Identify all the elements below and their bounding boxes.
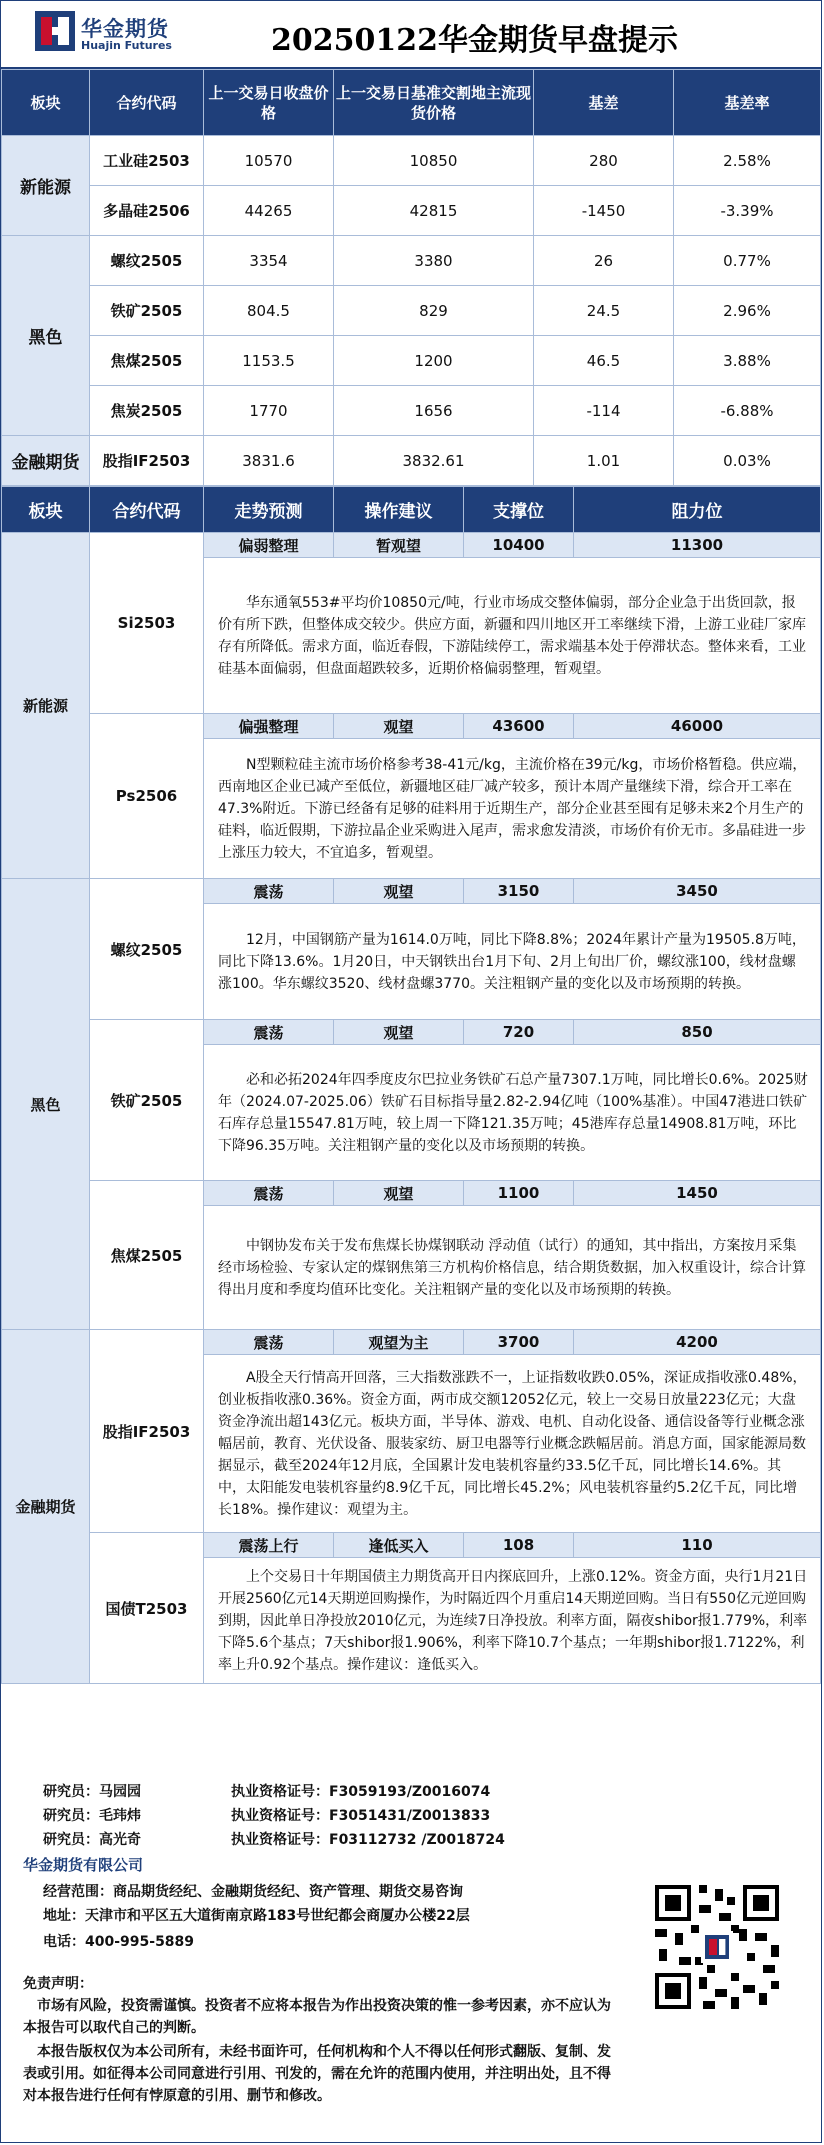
sector-label: 新能源 <box>2 136 90 236</box>
spot-price: 3380 <box>334 236 534 286</box>
close-price: 804.5 <box>204 286 334 336</box>
sector-label: 黑色 <box>2 236 90 436</box>
close-price: 44265 <box>204 186 334 236</box>
resistance-value: 3450 <box>574 879 821 904</box>
close-price: 3831.6 <box>204 436 334 486</box>
resistance-value: 46000 <box>574 714 821 739</box>
contract-code: 螺纹2505 <box>90 879 204 1020</box>
strategy-summary-row <box>2 1533 821 1558</box>
report-header <box>1 1 821 69</box>
strategy-summary-row <box>2 533 821 558</box>
advice-value: 观望为主 <box>334 1330 464 1355</box>
basis-value: 26 <box>534 236 674 286</box>
support-value: 3150 <box>464 879 574 904</box>
sector-label: 黑色 <box>2 879 90 1330</box>
commentary-text: 12月，中国钢筋产量为1614.0万吨，同比下降8.8%；2024年累计产量为19505.8万吨，同比下降13.6%。1月20日，中天钢铁出台1月下旬、2月上旬出厂价，螺纹涨100，线材盘螺涨100。华东螺纹3520、线材盘螺3770。关注粗钢产量的变化以及市场预期的转换。 <box>204 904 821 1020</box>
company-phone: 电话：400-995-5889 <box>43 1934 195 1950</box>
basis-value: 24.5 <box>534 286 674 336</box>
advice-value: 暂观望 <box>334 533 464 558</box>
basis-table <box>1 69 821 486</box>
close-price: 1770 <box>204 386 334 436</box>
col-sector: 板块 <box>2 70 90 136</box>
company-name: 华金期货有限公司 <box>23 1856 144 1874</box>
trend-value: 偏弱整理 <box>204 533 334 558</box>
contract-code: 焦煤2505 <box>90 1181 204 1330</box>
resistance-value: 4200 <box>574 1330 821 1355</box>
resistance-value: 110 <box>574 1533 821 1558</box>
contract-code: 国债T2503 <box>90 1533 204 1684</box>
col-spot: 上一交易日基准交割地主流现货价格 <box>334 70 534 136</box>
basis-value: 46.5 <box>534 336 674 386</box>
trend-value: 震荡 <box>204 879 334 904</box>
trend-value: 震荡 <box>204 1181 334 1206</box>
qr-code-icon <box>651 1881 783 2013</box>
commentary-text: 必和必拓2024年四季度皮尔巴拉业务铁矿石总产量7307.1万吨，同比增长0.6%。2025财年（2024.07-2025.06）铁矿石目标指导量2.82-2.94亿吨（100%基准）。中国47港进口铁矿石库存总量15547.81万吨，较上周一下降121.35万吨；45港库存总量14908.81万吨，环比下降96.35万吨。关注粗钢产量的变化以及市场预期的转换。 <box>204 1045 821 1181</box>
contract-code: Ps2506 <box>90 714 204 879</box>
basis-rate: -6.88% <box>674 386 821 436</box>
col-close: 上一交易日收盘价格 <box>204 70 334 136</box>
spot-price: 829 <box>334 286 534 336</box>
company-address: 地址：天津市和平区五大道街南京路183号世纪都会商厦办公楼22层 <box>43 1908 470 1924</box>
strategy-summary-row <box>2 1330 821 1355</box>
basis-rate: 2.96% <box>674 286 821 336</box>
support-value: 108 <box>464 1533 574 1558</box>
contract-code: 铁矿2505 <box>90 286 204 336</box>
trend-value: 偏强整理 <box>204 714 334 739</box>
logo-en-text: Huajin Futures <box>81 39 172 52</box>
spot-price: 42815 <box>334 186 534 236</box>
table-row <box>2 336 821 386</box>
advice-value: 观望 <box>334 714 464 739</box>
basis-rate: 0.77% <box>674 236 821 286</box>
support-value: 43600 <box>464 714 574 739</box>
col-trend: 走势预测 <box>204 487 334 533</box>
researcher-name: 研究员：马园园 <box>43 1784 141 1800</box>
researcher-name: 研究员：毛玮炜 <box>43 1808 141 1824</box>
advice-value: 逢低买入 <box>334 1533 464 1558</box>
contract-code: 铁矿2505 <box>90 1020 204 1181</box>
trend-value: 震荡 <box>204 1330 334 1355</box>
advice-value: 观望 <box>334 1020 464 1045</box>
support-value: 3700 <box>464 1330 574 1355</box>
table-row <box>2 186 821 236</box>
table-row <box>2 236 821 286</box>
researcher-cert: 执业资格证号：F03112732 /Z0018724 <box>231 1832 505 1848</box>
support-value: 1100 <box>464 1181 574 1206</box>
basis-header-row <box>2 70 821 136</box>
col-rate: 基差率 <box>674 70 821 136</box>
commentary-text: 华东通氧553#平均价10850元/吨，行业市场成交整体偏弱，部分企业急于出货回款，报价有所下跌，但整体成交较少。供应方面，新疆和四川地区开工率继续下滑，上游工业硅厂家库存有所降低。需求方面，临近春假，下游陆续停工，需求端基本处于停滞状态。整体来看，工业硅基本面偏弱，但盘面超跌较多，近期价格偏弱整理，暂观望。 <box>204 558 821 714</box>
contract-code: 螺纹2505 <box>90 236 204 286</box>
contract-code: 焦炭2505 <box>90 386 204 436</box>
basis-rate: 0.03% <box>674 436 821 486</box>
spot-price: 10850 <box>334 136 534 186</box>
strategy-summary-row <box>2 714 821 739</box>
trend-value: 震荡上行 <box>204 1533 334 1558</box>
basis-rate: 2.58% <box>674 136 821 186</box>
table-row <box>2 436 821 486</box>
sector-label: 金融期货 <box>2 436 90 486</box>
col-advice: 操作建议 <box>334 487 464 533</box>
strategy-table <box>1 486 821 1684</box>
disclaimer-text-2: 本报告版权仅为本公司所有，未经书面许可，任何机构和个人不得以任何形式翻版、复制、发表或引用。如征得本公司同意进行引用、刊发的，需在允许的范围内使用，并注明出处，且不得对本报告进行任何有悖原意的引用、删节和修改。 <box>23 2044 611 2104</box>
contract-code: Si2503 <box>90 533 204 714</box>
table-row <box>2 386 821 436</box>
disclaimer-text-1: 市场有风险，投资需谨慎。投资者不应将本报告为作出投资决策的惟一参考因素，亦不应认为本报告可以取代自己的判断。 <box>23 1998 611 2036</box>
basis-rate: -3.39% <box>674 186 821 236</box>
huajin-logo-icon <box>35 11 75 51</box>
strategy-summary-row <box>2 879 821 904</box>
strategy-summary-row <box>2 1181 821 1206</box>
close-price: 10570 <box>204 136 334 186</box>
strategy-summary-row <box>2 1020 821 1045</box>
col-support: 支撑位 <box>464 487 574 533</box>
col-basis: 基差 <box>534 70 674 136</box>
contract-code: 多晶硅2506 <box>90 186 204 236</box>
contract-code: 工业硅2503 <box>90 136 204 186</box>
sector-label: 新能源 <box>2 533 90 879</box>
col-resistance: 阻力位 <box>574 487 821 533</box>
researcher-cert: 执业资格证号：F3051431/Z0013833 <box>231 1808 491 1824</box>
contract-code: 股指IF2503 <box>90 436 204 486</box>
close-price: 1153.5 <box>204 336 334 386</box>
resistance-value: 850 <box>574 1020 821 1045</box>
contract-code: 股指IF2503 <box>90 1330 204 1533</box>
disclaimer-title: 免责声明： <box>23 1976 93 1992</box>
researcher-name: 研究员：高光奇 <box>43 1832 141 1848</box>
spot-price: 3832.61 <box>334 436 534 486</box>
resistance-value: 11300 <box>574 533 821 558</box>
commentary-text: 中钢协发布关于发布焦煤长协煤钢联动 浮动值（试行）的通知，其中指出，方案按月采集经市场检验、专家认定的煤钢焦第三方机构价格信息，结合期货数据，加入权重设计，综合计算得出月度和季度均值环比变化。关注粗钢产量的变化以及市场预期的转换。 <box>204 1206 821 1330</box>
close-price: 3354 <box>204 236 334 286</box>
spot-price: 1200 <box>334 336 534 386</box>
basis-value: 280 <box>534 136 674 186</box>
trend-value: 震荡 <box>204 1020 334 1045</box>
researcher-cert: 执业资格证号：F3059193/Z0016074 <box>231 1784 491 1800</box>
page-title: 20250122华金期货早盘提示 <box>271 23 678 58</box>
commentary-text: A股全天行情高开回落，三大指数涨跌不一，上证指数收跌0.05%，深证成指收涨0.48%，创业板指收涨0.36%。资金方面，两市成交额12052亿元，较上一交易日放量223亿元；大盘资金净流出超143亿元。板块方面，半导体、游戏、电机、自动化设备、通信设备等行业概念涨幅居前，教育、光伏设备、服装家纺、厨卫电器等行业概念跌幅居前。消息方面，国家能源局数据显示，截至2024年12月底，全国累计发电装机容量约33.5亿千瓦，同比增长14.6%。其中，太阳能发电装机容量约8.9亿千瓦，同比增长45.2%；风电装机容量约5.2亿千瓦，同比增长18%。操作建议：观望为主。 <box>204 1355 821 1533</box>
resistance-value: 1450 <box>574 1181 821 1206</box>
col-code: 合约代码 <box>90 70 204 136</box>
advice-value: 观望 <box>334 1181 464 1206</box>
spot-price: 1656 <box>334 386 534 436</box>
logo-cn-text: 华金期货 <box>81 17 169 41</box>
support-value: 10400 <box>464 533 574 558</box>
basis-value: 1.01 <box>534 436 674 486</box>
table-row <box>2 286 821 336</box>
commentary-text: N型颗粒硅主流市场价格参考38-41元/kg，主流价格在39元/kg，市场价格暂稳。供应端，西南地区企业已减产至低位，新疆地区硅厂减产较多，预计本周产量继续下滑，综合开工率在47.3%附近。下游已经备有足够的硅料用于近期生产，部分企业甚至囤有足够未来2个月生产的硅料，临近假期，下游拉晶企业采购进入尾声，需求愈发清淡，市场价有价无市。多晶硅进一步上涨压力较大，不宜追多，暂观望。 <box>204 739 821 879</box>
commentary-text: 上个交易日十年期国债主力期货高开日内探底回升，上涨0.12%。资金方面，央行1月21日开展2560亿元14天期逆回购操作，为时隔近四个月重启14天期逆回购。当日有550亿元逆回购到期，因此单日净投放2010亿元，为连续7日净投放。利率方面，隔夜shibor报1.779%，利率下降5.6个基点；7天shibor报1.906%，利率下降10.7个基点；一年期shibor报1.7122%，利率上升0.92个基点。操作建议：逢低买入。 <box>204 1558 821 1684</box>
basis-value: -114 <box>534 386 674 436</box>
advice-value: 观望 <box>334 879 464 904</box>
table-row <box>2 136 821 186</box>
basis-value: -1450 <box>534 186 674 236</box>
col-sector: 板块 <box>2 487 90 533</box>
basis-rate: 3.88% <box>674 336 821 386</box>
business-scope: 经营范围：商品期货经纪、金融期货经纪、资产管理、期货交易咨询 <box>43 1884 463 1900</box>
sector-label: 金融期货 <box>2 1330 90 1684</box>
contract-code: 焦煤2505 <box>90 336 204 386</box>
support-value: 720 <box>464 1020 574 1045</box>
col-code: 合约代码 <box>90 487 204 533</box>
strategy-header-row <box>2 487 821 533</box>
